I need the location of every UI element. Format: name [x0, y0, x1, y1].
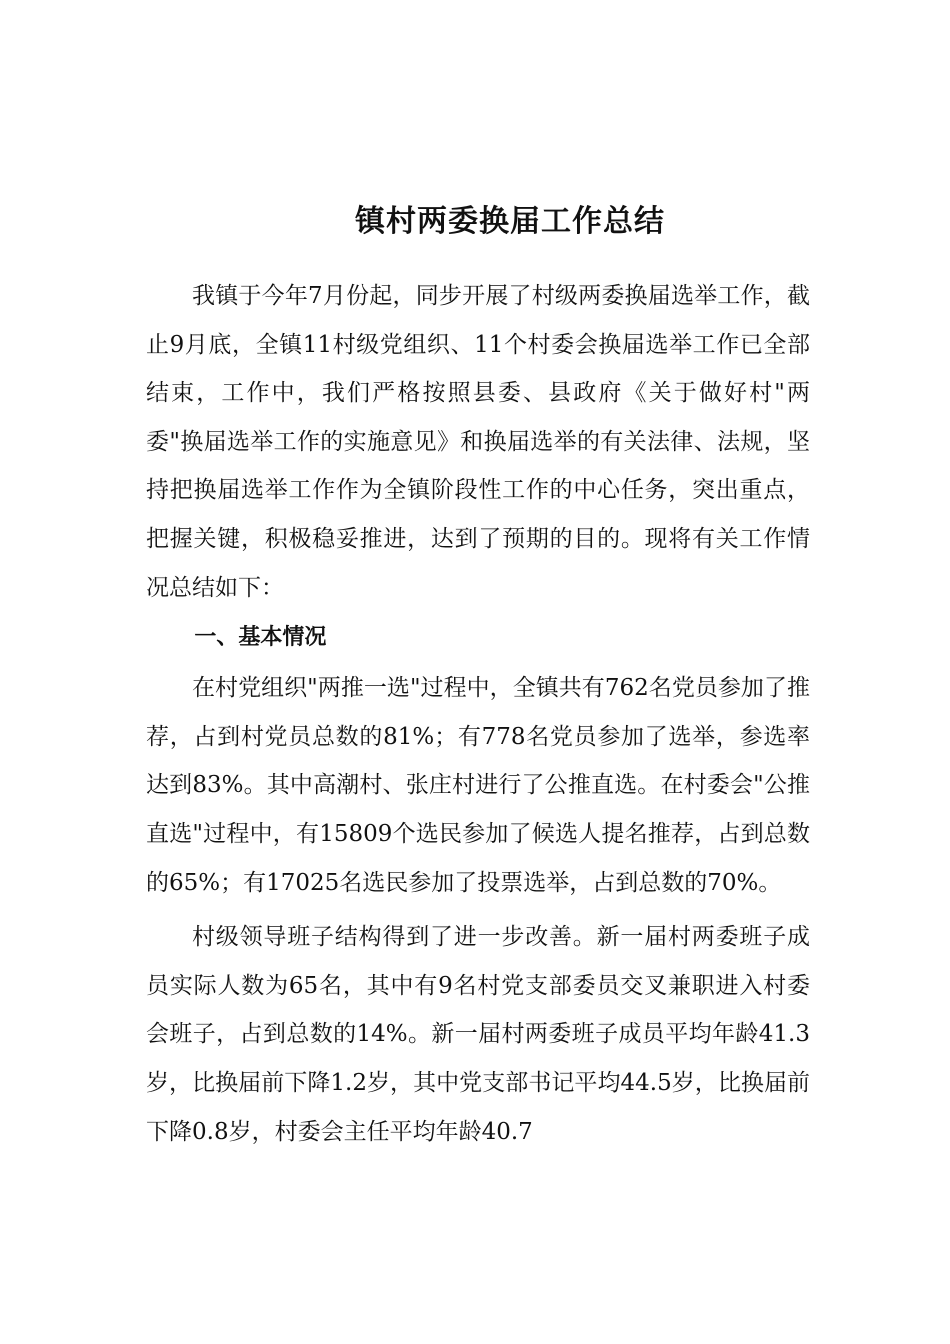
section1-paragraph-1: 在村党组织"两推一选"过程中，全镇共有762名党员参加了推荐，占到村党员总数的81%；有778名党员参加了选举，参选率达到83%。其中高潮村、张庄村进行了公推直选。在村委会"公推直选"过程中，有15809个选民参加了候选人提名推荐，占到总数的65%；有17025名选民参加了投票选举，占到总数的70%。	[146, 675, 810, 896]
document-title: 镇村两委换届工作总结	[355, 204, 665, 239]
document-body	[146, 272, 810, 1156]
section-heading-basic-situation: 一、基本情况	[194, 625, 327, 651]
intro-paragraph: 我镇于今年7月份起，同步开展了村级两委换届选举工作，截止9月底，全镇11村级党组织、11个村委会换届选举工作已全部结束，工作中，我们严格按照县委、县政府《关于做好村"两委"换届选举工作的实施意见》和换届选举的有关法律、法规，坚持把换届选举工作作为全镇阶段性工作的中心任务，突出重点，把握关键，积极稳妥推进，达到了预期的目的。现将有关工作情况总结如下：	[146, 283, 810, 601]
section1-paragraph-2: 村级领导班子结构得到了进一步改善。新一届村两委班子成员实际人数为65名，其中有9名村党支部委员交叉兼职进入村委会班子，占到总数的14%。新一届村两委班子成员平均年龄41.3岁，比换届前下降1.2岁，其中党支部书记平均44.5岁，比换届前下降0.8岁，村委会主任平均年龄40.7	[146, 924, 810, 1145]
